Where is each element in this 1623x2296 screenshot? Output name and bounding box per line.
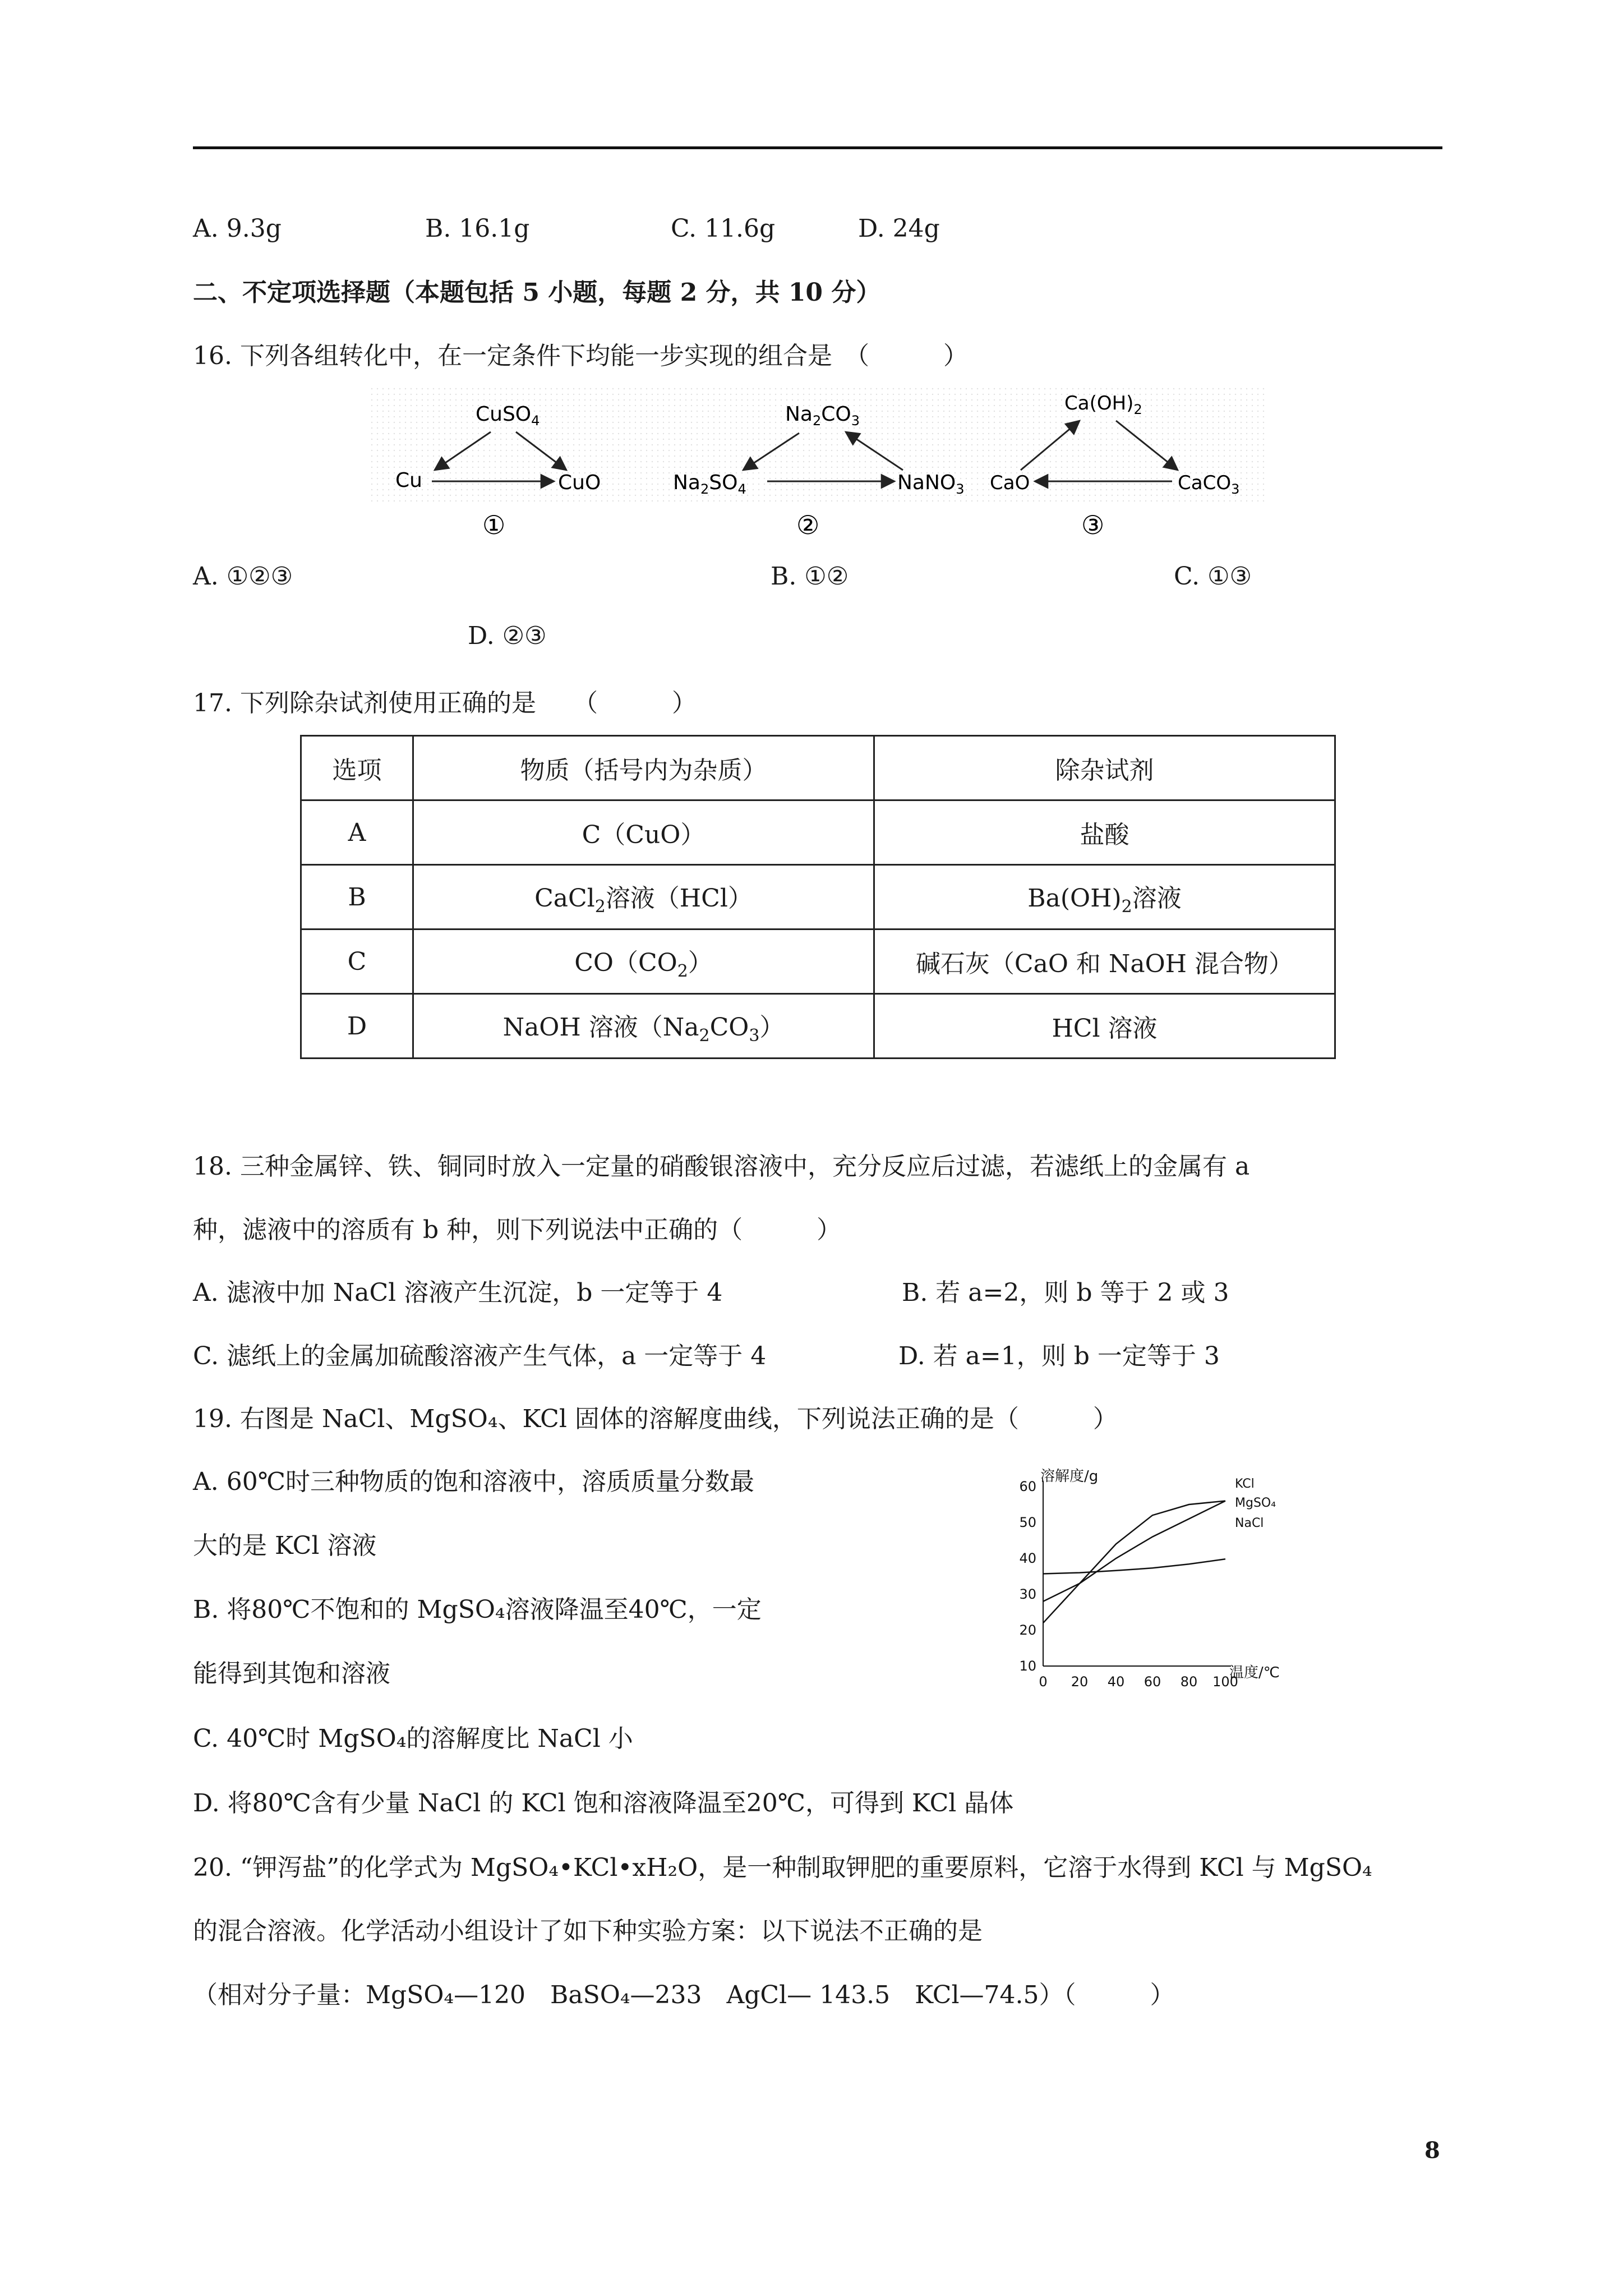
row-a-substance: C（CuO）	[413, 800, 874, 865]
header-option: 选项	[301, 736, 413, 800]
table-header-row	[301, 736, 1335, 800]
y-tick-label: 60	[1019, 1479, 1036, 1494]
chart-legend	[1235, 1477, 1276, 1530]
q18-option-b[interactable]: B. 若 a=2，则 b 等于 2 或 3	[902, 1278, 1229, 1307]
q15-option-b[interactable]: B. 16.1g	[425, 214, 530, 243]
q16-option-a[interactable]: A. ①②③	[193, 562, 293, 591]
q15-option-c[interactable]: C. 11.6g	[671, 214, 776, 243]
x-tick-label: 40	[1107, 1674, 1125, 1690]
q17-stem: 17. 下列除杂试剂使用正确的是 （ ）	[193, 689, 697, 717]
solubility-chart	[987, 1464, 1301, 1705]
header-rule	[193, 146, 1442, 149]
q19-stem: 19. 右图是 NaCl、MgSO₄、KCl 固体的溶解度曲线，下列说法正确的是（ ）	[193, 1405, 1118, 1433]
q19-option-a-line2: 大的是 KCl 溶液	[193, 1531, 377, 1560]
y-tick-label: 40	[1019, 1550, 1036, 1566]
x-tick-label: 100	[1212, 1674, 1238, 1690]
row-d-substance: NaOH 溶液$(Na_2CO_3)$	[413, 994, 874, 1059]
row-c-substance: $CO(CO_2)$	[413, 930, 874, 994]
d2-left: $Na_2SO_4$	[673, 471, 746, 497]
q19-option-b-line1[interactable]: B. 将80℃不饱和的 MgSO₄溶液降温至40℃，一定	[193, 1595, 762, 1624]
q18-line1: 18. 三种金属锌、铁、铜同时放入一定量的硝酸银溶液中，充分反应后过滤，若滤纸上的金属有 a	[193, 1152, 1250, 1181]
q15-option-a[interactable]: A. 9.3g	[193, 214, 282, 243]
q19-option-d[interactable]: D. 将80℃含有少量 NaCl 的 KCl 饱和溶液降温至20℃，可得到 KCl 晶体	[193, 1789, 1014, 1818]
row-a-reagent: 盐酸	[874, 800, 1335, 865]
header-substance: 物质（括号内为杂质）	[413, 736, 874, 800]
row-a-option: A	[301, 800, 413, 865]
header-reagent: 除杂试剂	[874, 736, 1335, 800]
d3-top: $Ca(OH)_2$	[1064, 392, 1142, 417]
x-tick-label: 20	[1071, 1674, 1089, 1690]
table-row	[301, 930, 1335, 994]
series-line-1	[1043, 1501, 1225, 1623]
d1-label: ①	[482, 510, 506, 540]
row-c-reagent: 碱石灰（CaO 和 NaOH 混合物）	[874, 930, 1335, 994]
row-b-reagent: $Ba(OH)_2$溶液	[874, 865, 1335, 930]
q17-table	[300, 735, 1336, 1059]
table-row	[301, 994, 1335, 1059]
x-tick-label: 80	[1180, 1674, 1198, 1690]
q19-option-b-line2: 能得到其饱和溶液	[193, 1659, 390, 1688]
q19-option-a-line1[interactable]: A. 60℃时三种物质的饱和溶液中，溶质质量分数最	[193, 1467, 754, 1496]
series-line-3	[1043, 1559, 1225, 1573]
y-tick-label: 30	[1019, 1586, 1036, 1602]
q20-line1: 20. “钾泻盐”的化学式为 MgSO₄•KCl•xH₂O，是一种制取钾肥的重要原料，它溶于水得到 KCl 与 MgSO₄	[193, 1853, 1372, 1882]
series-line-2	[1043, 1501, 1225, 1602]
d1-top: CuSO$_4$	[476, 403, 540, 429]
d1-right: CuO	[558, 471, 601, 494]
row-d-reagent: HCl 溶液	[874, 994, 1335, 1059]
series-label: MgSO₄	[1235, 1496, 1276, 1510]
q16-conversion-diagrams	[370, 387, 1267, 555]
chart-series	[1043, 1501, 1225, 1623]
d2-top: $Na_2CO_3$	[785, 403, 860, 429]
section-heading: 二、不定项选择题（本题包括 5 小题，每题 2 分，共 10 分）	[193, 278, 881, 307]
x-tick-label: 60	[1144, 1674, 1161, 1690]
q18-option-d[interactable]: D. 若 a=1，则 b 一定等于 3	[898, 1342, 1220, 1370]
table-row	[301, 865, 1335, 930]
x-tick-label: 0	[1039, 1674, 1048, 1690]
y-tick-label: 20	[1019, 1622, 1036, 1638]
d3-left: CaO	[990, 472, 1030, 494]
q18-option-a[interactable]: A. 滤液中加 NaCl 溶液产生沉淀，b 一定等于 4	[193, 1278, 723, 1307]
y-tick-label: 10	[1019, 1658, 1036, 1674]
q18-option-c[interactable]: C. 滤纸上的金属加硫酸溶液产生气体，a 一定等于 4	[193, 1342, 767, 1370]
page-number: 8	[1424, 2137, 1440, 2164]
q15-option-d[interactable]: D. 24g	[858, 214, 940, 243]
row-b-substance: CaCl$_2$溶液（HCl）	[413, 865, 874, 930]
table-row	[301, 800, 1335, 865]
row-c-option: C	[301, 930, 413, 994]
q20-line2: 的混合溶液。化学活动小组设计了如下种实验方案：以下说法不正确的是	[193, 1917, 983, 1945]
row-b-option: B	[301, 865, 413, 930]
q16-option-d[interactable]: D. ②③	[468, 622, 547, 650]
d3-label: ③	[1081, 510, 1105, 540]
row-d-option: D	[301, 994, 413, 1059]
q16-option-c[interactable]: C. ①③	[1174, 562, 1252, 591]
q18-line2: 种，滤液中的溶质有 b 种，则下列说法中正确的（ ）	[193, 1216, 842, 1244]
d3-right: CaCO$_3$	[1178, 472, 1240, 497]
chart-xlabel: 温度/℃	[1229, 1664, 1280, 1681]
q16-option-b[interactable]: B. ①②	[771, 562, 849, 591]
d2-label: ②	[796, 510, 820, 540]
series-label: KCl	[1235, 1477, 1255, 1491]
q16-stem: 16. 下列各组转化中，在一定条件下均能一步实现的组合是 （ ）	[193, 342, 968, 370]
chart-ylabel: 溶解度/g	[1040, 1468, 1099, 1485]
q20-line3: （相对分子量：MgSO₄—120 BaSO₄—233 AgCl— 143.5 KCl—74.5）（ ）	[193, 1981, 1175, 2009]
q19-option-c[interactable]: C. 40℃时 MgSO₄的溶解度比 NaCl 小	[193, 1724, 633, 1753]
y-tick-label: 50	[1019, 1515, 1036, 1530]
d2-right: NaNO$_3$	[897, 471, 965, 497]
series-label: NaCl	[1235, 1516, 1264, 1530]
d1-left: Cu	[395, 469, 422, 492]
